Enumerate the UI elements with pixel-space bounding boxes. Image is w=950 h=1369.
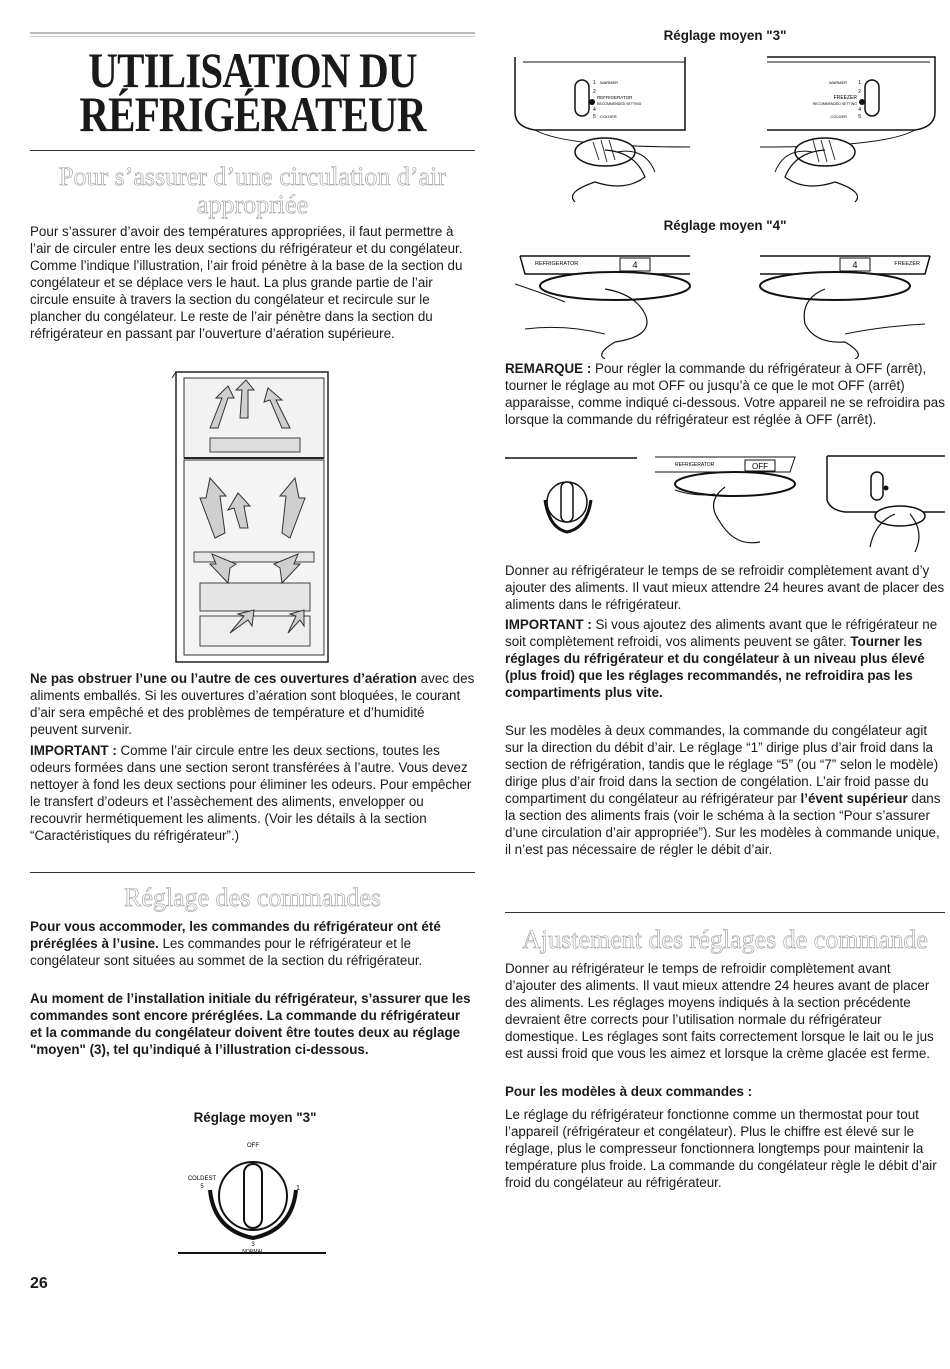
page-title xyxy=(30,42,475,142)
section2-heading: Réglage des commandes xyxy=(123,883,382,912)
panel-right-n2: 2 xyxy=(858,89,861,95)
panel-right-n5: 5 xyxy=(858,114,861,120)
airflow-direction-text-a: Sur les modèles à deux commandes, la commande du congélateur agit sur la direction du débit d’air. Le réglage “1” dirige plus d’air froid dans la section de réfrigération, tandis que le réglage “5” (ou “7” selon le modèle) dirige plus d’air froid dans la section de congélation. L’air froid passe du compartiment du congélateur au réfrigérateur par xyxy=(505,723,939,806)
airflow-illustration xyxy=(170,368,335,668)
panel-right-recommended: RECOMMENDED SETTING xyxy=(812,102,857,106)
panel-right-freezer: FREEZER xyxy=(833,95,857,101)
dial-coldest-label: COLDEST xyxy=(187,1176,217,1182)
section1-heading-line1: Pour s’assurer d’une circulation d’air xyxy=(59,162,446,191)
dial4-left-label: REFRIGERATOR xyxy=(535,261,579,267)
right-important-text: Si vous ajoutez des aliments avant que le réfrigérateur ne soit complètement refroidi, vos aliments peuvent se gâter. xyxy=(505,617,938,649)
off-panel-label: REFRIGERATOR xyxy=(675,462,715,468)
top-rule-thin xyxy=(30,36,475,37)
remarque-paragraph xyxy=(505,360,945,428)
section-rule-2 xyxy=(30,872,475,873)
right-important-label: IMPORTANT : xyxy=(505,617,592,632)
title-line1: UTILISATION DU xyxy=(88,42,417,98)
right-important-bold: Tourner les réglages du réfrigérateur et du congélateur à un niveau plus élevé (plus froid) que les réglages recommandés, ne refroidira pas les compartiments plus vite. xyxy=(505,634,925,700)
two-control-subhead: Pour les modèles à deux commandes : xyxy=(505,1084,753,1099)
panel-left-warmer: WARMER xyxy=(600,80,619,85)
dial4-left-value: 4 xyxy=(632,260,638,270)
dial-off-label: OFF xyxy=(247,1143,259,1149)
dial-illustration xyxy=(178,1138,328,1256)
panel-right-warmer: WARMER xyxy=(828,80,847,85)
panel-left-n4: 4 xyxy=(593,107,596,113)
off-label: OFF xyxy=(752,462,768,471)
panel-right-n4: 4 xyxy=(858,107,861,113)
vent-warning-text: avec des aliments emballés. Si les ouvertures d’aération sont bloquées, le courant d’air sera empêché et des problèmes de température et d’humidité peuvent survenir. xyxy=(30,671,475,737)
odor-important xyxy=(30,742,475,844)
remarque-label: REMARQUE : xyxy=(505,361,592,376)
preset-paragraph xyxy=(30,918,475,969)
section1-heading xyxy=(30,163,475,219)
dial-setting-4-illustration xyxy=(505,244,945,359)
dial4-right-label: FREEZER xyxy=(894,261,920,267)
important-text: Comme l’air circule entre les deux sections, toutes les odeurs formées dans une section seront transférées à l’autre. Vous devez nettoyer à fond les deux sections pour éliminer les odeurs. Pour empêcher le transfert d’odeurs et l’assèchement des aliments, envelopper ou recouvrir hermétiquement les aliments. (Voir les détails à la section “Caractéristiques du réfrigérateur”.) xyxy=(30,743,472,843)
vent-warning xyxy=(30,670,475,738)
panel-left-n2: 2 xyxy=(593,89,596,95)
caption-setting-4: Réglage moyen "4" xyxy=(663,218,787,233)
dial4-right-value: 4 xyxy=(852,260,858,270)
panel-right-n1: 1 xyxy=(858,80,861,86)
section-rule-3 xyxy=(505,912,945,913)
top-rule xyxy=(30,32,475,34)
preset-text: Les commandes pour le réfrigérateur et le congélateur sont situées au sommet de la section du réfrigérateur. xyxy=(30,936,423,968)
airflow-direction-text-c: dans la section des aliments frais (voir le schéma à la section “Pour s’assurer d’une circulation d’air appropriée”). Sur les modèles à commande unique, il n’est pas nécessaire de régler le débit d’air. xyxy=(505,791,941,857)
dial-three-label: 3 xyxy=(251,1242,255,1248)
cooldown-paragraph: Donner au réfrigérateur le temps de se refroidir complètement avant d’y ajouter des aliments. Il vaut mieux attendre 24 heures avant de placer des aliments dans le réfrigérateur. xyxy=(505,563,945,612)
dial-underline xyxy=(178,1252,326,1254)
airflow-direction-paragraph xyxy=(505,722,945,858)
dial-five-label: 5 xyxy=(200,1184,204,1190)
title-line2: RÉFRIGÉRATEUR xyxy=(79,86,426,142)
panel-right-colder: COLDER xyxy=(830,114,847,119)
off-setting-illustration xyxy=(505,452,945,560)
adjust-paragraph: Donner au réfrigérateur le temps de refroidir complètement avant d’ajouter des aliments. Il vaut mieux attendre 24 heures avant de placer des aliments. Les réglages moyens indiqués à la section précédente devraient être corrects pour l’utilisation normale du réfrigérateur domestique. Les réglages sont faits correctement lorsque le lait ou le jus est aussi froid que vous les aimez et lorsque la crème glacée est ferme. xyxy=(505,961,934,1061)
preset-bold: Pour vous accommoder, les commandes du réfrigérateur ont été préréglées à l’usine. xyxy=(30,919,441,951)
dial-one-label: 1 xyxy=(296,1185,300,1192)
control-panel-setting-3 xyxy=(505,52,945,212)
install-paragraph: Au moment de l’installation initiale du réfrigérateur, s’assurer que les commandes sont encore préréglées. La commande du réfrigérateur et la commande du congélateur doivent être toutes deux au réglage "moyen" (3), tel qu’indiqué à l’illustration ci-dessous. xyxy=(30,991,471,1057)
upper-vent-term: l’évent supérieur xyxy=(800,791,908,806)
page-number: 26 xyxy=(30,1275,48,1292)
right-important-paragraph xyxy=(505,616,945,701)
dial-caption: Réglage moyen "3" xyxy=(193,1110,317,1125)
section1-heading-line2: appropriée xyxy=(196,190,309,219)
panel-left-n1: 1 xyxy=(593,80,596,86)
caption-setting-3: Réglage moyen "3" xyxy=(663,28,787,43)
airflow-paragraph: Pour s’assurer d’avoir des températures appropriées, il faut permettre à l’air de circuler entre les deux sections du réfrigérateur et du congélateur. Comme l’indique l’illustration, l’air froid pénètre à la base de la section du congélateur et se déplace vers le haut. La plus grande partie de l’air circule ensuite à travers la section du congélateur et recircule sur le plancher du congélateur. Le reste de l’air pénètre dans la section du réfrigérateur en passant par l’ouverture d’aération supérieure. xyxy=(30,224,463,341)
panel-left-n5: 5 xyxy=(593,114,596,120)
panel-left-colder: COLDER xyxy=(600,114,617,119)
thermostat-paragraph: Le réglage du réfrigérateur fonctionne comme un thermostat pour tout l’appareil (réfrigérateur et congélateur). Plus le chiffre est élevé sur le réglage, plus le compresseur fonctionnera longtemps pour maintenir la température plus froide. La commande du congélateur règle le débit d’air froid du congélateur au réfrigérateur. xyxy=(505,1107,937,1190)
section-rule xyxy=(30,150,475,151)
section3-heading: Ajustement des réglages de commande xyxy=(522,925,928,954)
vent-warning-bold: Ne pas obstruer l’une ou l’autre de ces ouvertures d’aération xyxy=(30,671,417,686)
important-label: IMPORTANT : xyxy=(30,743,117,758)
panel-left-recommended: RECOMMENDED SETTING xyxy=(597,102,642,106)
panel-left-refrigerator: REFRIGERATOR xyxy=(597,95,633,100)
remarque-text: Pour régler la commande du réfrigérateur à OFF (arrêt), tourner le réglage au mot OFF ou jusqu’à ce que le mot OFF (arrêt) apparaisse, comme indiqué ci-dessous. Votre appareil ne se refroidira pas lorsque la commande du réfrigérateur est réglée à OFF (arrêt). xyxy=(505,361,945,427)
